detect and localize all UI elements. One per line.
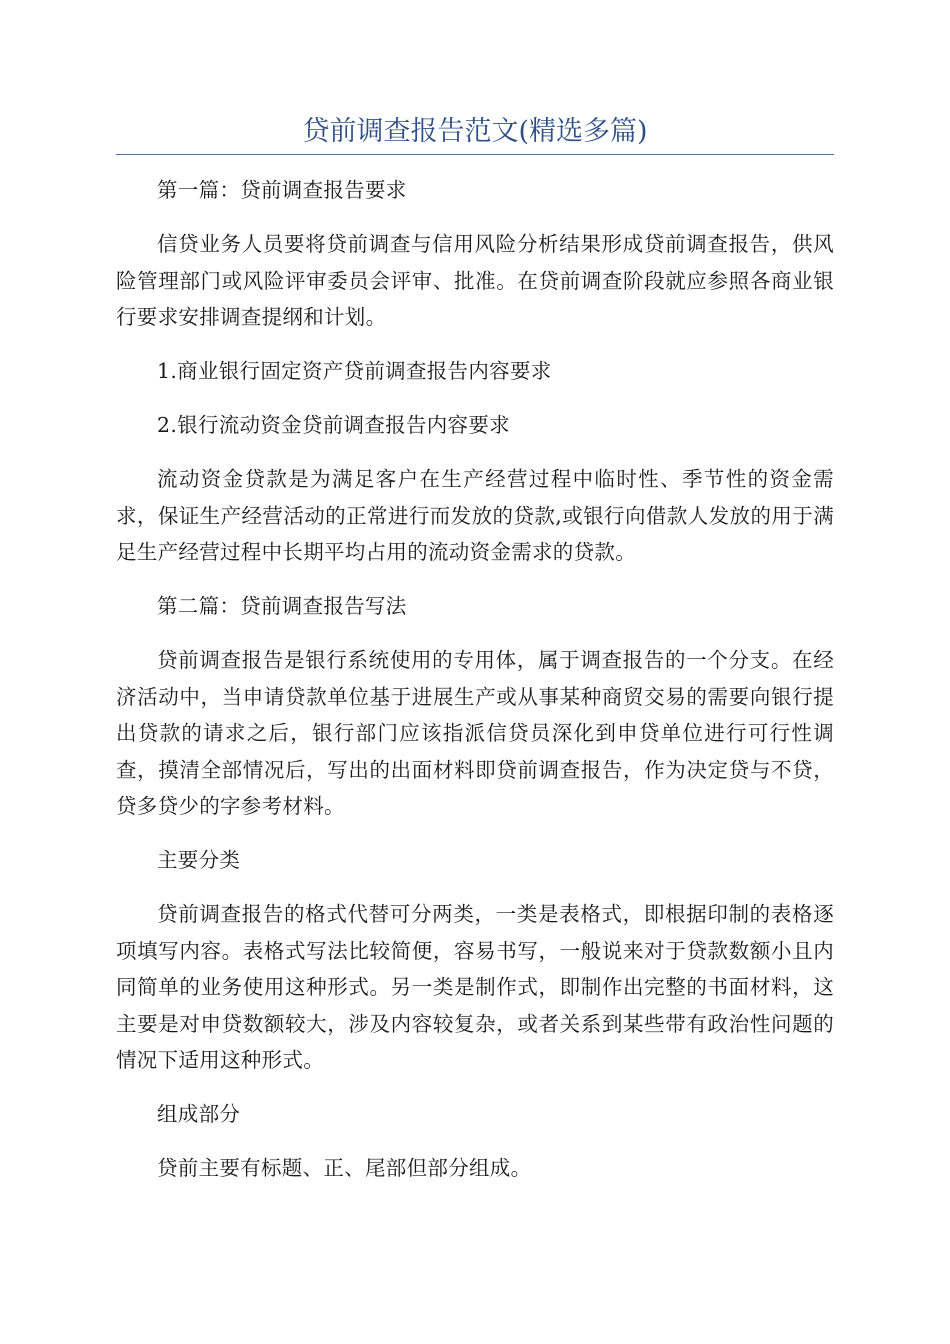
paragraph: 贷前调查报告的格式代替可分两类，一类是表格式，即根据印制的表格逐项填写内容。表格式写法比较简便，容易书写，一般说来对于贷款数额小且内同简单的业务使用这种形式。另一类是制作式，即制作出完整的书面材料，这主要是对申贷数额较大，涉及内容较复杂，或者关系到某些带有政治性问题的情况下适用这种形式。 [116,902,834,1072]
section-heading-2: 第二篇：贷前调查报告写法 [157,594,407,618]
paragraph: 流动资金贷款是为满足客户在生产经营过程中临时性、季节性的资金需求，保证生产经营活动的正常进行而发放的贷款,或银行向借款人发放的用于满足生产经营过程中长期平均占用的流动资金需求的贷款。 [116,467,834,564]
paragraph: 贷前调查报告是银行系统使用的专用体，属于调查报告的一个分支。在经济活动中，当申请贷款单位基于进展生产或从事某种商贸交易的需要向银行提出贷款的请求之后，银行部门应该指派信贷员深化到申贷单位进行可行性调查，摸清全部情况后，写出的出面材料即贷前调查报告，作为决定贷与不贷，贷多贷少的字参考材料。 [116,648,834,818]
paragraph: 信贷业务人员要将贷前调查与信用风险分析结果形成贷前调查报告，供风险管理部门或风险评审委员会评审、批准。在贷前调查阶段就应参照各商业银行要求安排调查提纲和计划。 [116,232,834,329]
subheading-components: 组成部分 [157,1102,241,1126]
document-title: 贷前调查报告范文(精选多篇) [302,116,648,147]
title-underline [116,154,834,155]
list-item: 1.商业银行固定资产贷前调查报告内容要求 [157,359,552,383]
list-item: 2.银行流动资金贷前调查报告内容要求 [157,413,510,437]
paragraph: 贷前主要有标题、正、尾部但部分组成。 [157,1156,532,1180]
document-body [116,172,834,1204]
section-heading-1: 第一篇：贷前调查报告要求 [157,178,407,202]
subheading-classification: 主要分类 [157,848,241,872]
